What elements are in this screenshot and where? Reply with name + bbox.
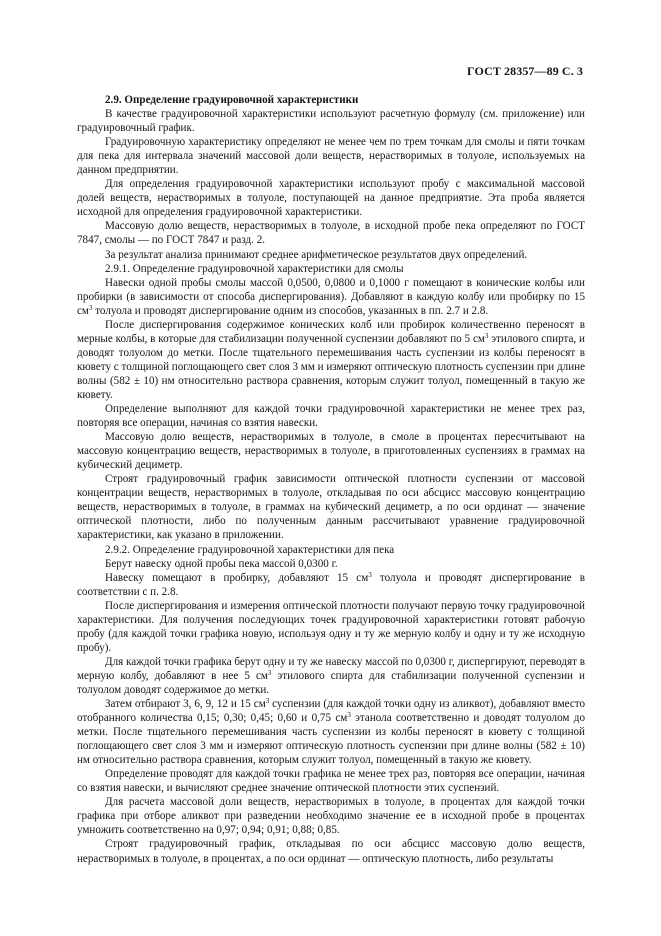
paragraph: Навеску помещают в пробирку, добавляют 15 $см^3$ толуола и проводят диспергирование в соответствии с п. 2.8. [77,570,585,598]
document-body [77,93,585,866]
paragraph: Строят градуировочный график зависимости оптической плотности суспензии от массовой концентрации веществ, нерастворимых в толуоле, откладывая по оси абсцисс массовую концентрацию веществ, нерастворимых в толуоле, в граммах на кубический дециметр, а по оси ординат — значение оптической плотности, либо по полученным данным рассчитывают уравнение градуировочной характеристики, как указано в приложении. [77,473,585,542]
paragraph: Определение проводят для каждой точки графика не менее трех раз, повторяя все операции, начиная со взятия навески, и вычисляют среднее значение оптической плотности этих суспензий. [77,768,585,795]
superscript: 3 [265,697,270,706]
paragraph: В качестве градуировочной характеристики используют расчетную формулу (см. приложение) или градуировочный график. [77,108,585,135]
subsection-heading: 2.9.1. Определение градуировочной характеристики для смолы [105,262,404,275]
superscript: 3 [484,331,489,340]
subsection-heading: 2.9.2. Определение градуировочной характеристики для пека [105,543,395,556]
superscript: 3 [88,303,93,312]
superscript: 3 [347,711,351,720]
superscript: 3 [267,668,272,677]
superscript: 3 [368,570,372,579]
paragraph: Берут навеску одной пробы пека массой 0,0300 г. [105,557,338,570]
paragraph: Определение выполняют для каждой точки градуировочной характеристики не менее трех раз, повторяя все операции, начиная со взятия навески. [77,403,585,430]
paragraph: Для каждой точки графика берут одну и ту же навеску массой по 0,0300 г, диспергируют, переводят в мерную колбу, добавляют в нее 5 $см^3$ этилового спирта для стабилизации полученной суспензии и толуолом доводят содержимое до метки. [77,655,585,696]
paragraph: Для расчета массовой доли веществ, нерастворимых в толуоле, в процентах для каждой точки графика при отборе аликвот при разведении необходимо значение ее в исходной пробе в процентах умножить соответственно на 0,97; 0,94; 0,91; 0,88; 0,85. [77,796,585,837]
paragraph: Для определения градуировочной характеристики используют пробу с максимальной массовой долей веществ, нерастворимых в толуоле, поступающей на данное предприятие. Эта проба является исходной для определения градуировочной характеристики. [77,178,585,219]
paragraph: Строят градуировочный график, откладывая по оси абсцисс массовую долю веществ, нерастворимых в толуоле, в процентах, а по оси ординат — оптическую плотность, либо результаты [77,838,585,865]
paragraph: За результат анализа принимают среднее арифметическое результатов двух определений. [105,248,528,261]
paragraph: Массовую долю веществ, нерастворимых в толуоле, в смоле в процентах пересчитывают на массовую концентрацию веществ, нерастворимых в толуоле, в приготовленных суспензиях в граммах на кубический дециметр. [77,431,585,472]
paragraph: После диспергирования и измерения оптической плотности получают первую точку градуировочной характеристики. Для получения последующих точек градуировочной характеристики готовят рабочую пробу (для каждой точки графика новую, используя одну и ту же мерную колбу и одну и ту же исходную пробу). [77,599,585,654]
paragraph: Массовую долю веществ, нерастворимых в толуоле, в исходной пробе пека определяют по ГОСТ 7847, смолы — по ГОСТ 7847 и разд. 2. [77,220,585,247]
paragraph: Затем отбирают 3, 6, 9, 12 и 15 $см^3$ суспензии (для каждой точки одну из аликвот), добавляют вместо отобранного количества 0,15; 0,30; 0,45; 0,60 и 0,75 $см^3$ этанола соответственно и доводят толуолом до метки. После тщательного перемешивания часть суспензии из колбы переносят в кювету с толщиной поглощающего свет слоя 3 мм и измеряют оптическую плотность суспензии при длине волны (582 ± 10) нм относительно раствора сравнения, которым служит толуол, помещенный в такую же кювету. [77,697,585,767]
page-header: ГОСТ 28357—89 С. 3 [467,64,583,78]
paragraph: Градуировочную характеристику определяют не менее чем по трем точкам для смолы и пяти точкам для пека для интервала значений массовой доли веществ, нерастворимых в толуоле, используемых на данном предприятии. [77,136,585,177]
paragraph: Навески одной пробы смолы массой 0,0500, 0,0800 и 0,1000 г помещают в конические колбы или пробирки (в зависимости от способа диспергирования). Добавляют в каждую колбу или пробирку по 15 $см^3$ толуола и проводят диспергирование одним из способов, указанных в пп. 2.7 и 2.8. [77,276,585,317]
section-heading: 2.9. Определение градуировочной характеристики [105,94,359,106]
paragraph: После диспергирования содержимое конических колб или пробирок количественно переносят в мерные колбы, в которые для стабилизации полученной суспензии добавляют по 5 $см^3$ этилового спирта, и доводят толуолом до метки. После тщательного перемешивания часть суспензии из колбы переносят в кювету с толщиной поглощающего свет слоя 3 мм и измеряют оптическую плотность суспензии при длине волны (582 ± 10) нм относительно раствора сравнения, которым служит толуол, помещенный в такую же кювету. [77,318,585,401]
